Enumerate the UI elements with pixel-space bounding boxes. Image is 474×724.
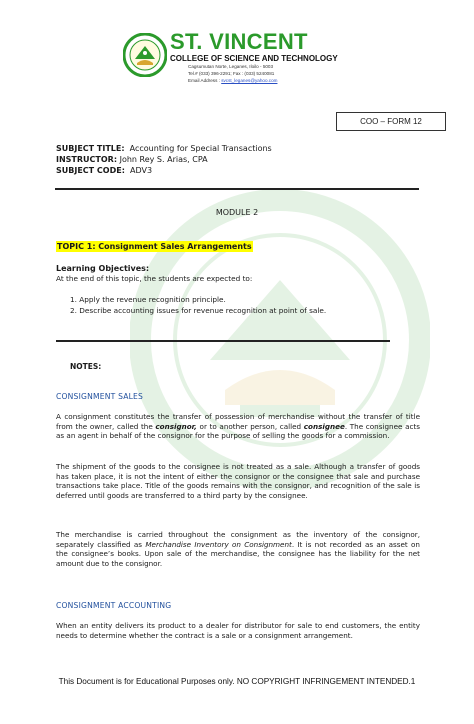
school-header (170, 29, 370, 84)
topic-heading: TOPIC 1: Consignment Sales Arrangements (57, 242, 252, 251)
instructor-value: John Rey S. Arias, CPA (119, 155, 208, 164)
paragraph-consignment-definition: A consignment constitutes the transfer of possession of merchandise without the transfer of title from the owner, called the consignor, or to another person, called consignee. The consignee acts as an agent in behalf of the consignor for the purpose of selling the goods for a commission. (56, 412, 420, 440)
objective-item: 1. Apply the revenue recognition principle. (70, 295, 226, 304)
school-name: ST. VINCENT (170, 29, 308, 54)
school-subtitle: COLLEGE OF SCIENCE AND TECHNOLOGY (170, 54, 338, 63)
notes-label: NOTES: (70, 362, 102, 371)
paragraph-delivery: When an entity delivers its product to a dealer for distributor for sale to end customers, the entity needs to determine whether the contract is a sale or a consignment arrangement. (56, 621, 420, 640)
school-seal-logo (123, 33, 167, 77)
school-phone: Tel.# (033) 396-2291; Fax : (033) 5240081 (188, 71, 275, 76)
instructor-label: INSTRUCTOR: (56, 155, 118, 164)
objectives-intro: At the end of this topic, the students are expected to: (56, 274, 253, 283)
module-title: MODULE 2 (215, 208, 259, 217)
school-address: Cagsumutan Norte, Leganes, Iloilo - 5003 (188, 64, 274, 69)
objectives-list (70, 294, 326, 316)
paragraph-merchandise: The merchandise is carried throughout the consignment as the inventory of the consignor, separately classified as Merchandise Inventory on Consignment. It is not recorded as an asset on the consignee’s books. Upon sale of the merchandise, the consignee has the liability for the net amount due to the consignor. (56, 530, 420, 568)
school-email-line: Email Address : svcst_leganes@yahoo.com (188, 78, 278, 83)
section-heading-consignment-accounting: CONSIGNMENT ACCOUNTING (56, 601, 172, 610)
page-footer: This Document is for Educational Purposes only. NO COPYRIGHT INFRINGEMENT INTENDED.1 (58, 677, 416, 686)
objectives-heading: Learning Objectives: (56, 264, 150, 273)
school-email-link[interactable]: svcst_leganes@yahoo.com (221, 78, 278, 83)
subject-meta (56, 143, 272, 176)
subject-code-label: SUBJECT CODE: (56, 166, 125, 175)
subject-title-value: Accounting for Special Transactions (129, 144, 272, 153)
form-code-box: COO – FORM 12 (336, 112, 446, 131)
divider-rule (56, 340, 390, 342)
subject-code-value: ADV3 (129, 166, 153, 175)
objective-item: 2. Describe accounting issues for revenue recognition at point of sale. (70, 306, 327, 315)
subject-title-label: SUBJECT TITLE: (56, 144, 125, 153)
divider-rule (55, 188, 419, 190)
paragraph-shipment: The shipment of the goods to the consignee is not treated as a sale. Although a transfer of goods has taken place, it is not the intent of either the consignor or the consignee that sale and purchase transactions take place. Title of the goods remains with the consignor, and recognition of the sale is deferred until goods are transferred to a third party by the consignee. (56, 462, 420, 500)
section-heading-consignment-sales: CONSIGNMENT SALES (56, 392, 144, 401)
